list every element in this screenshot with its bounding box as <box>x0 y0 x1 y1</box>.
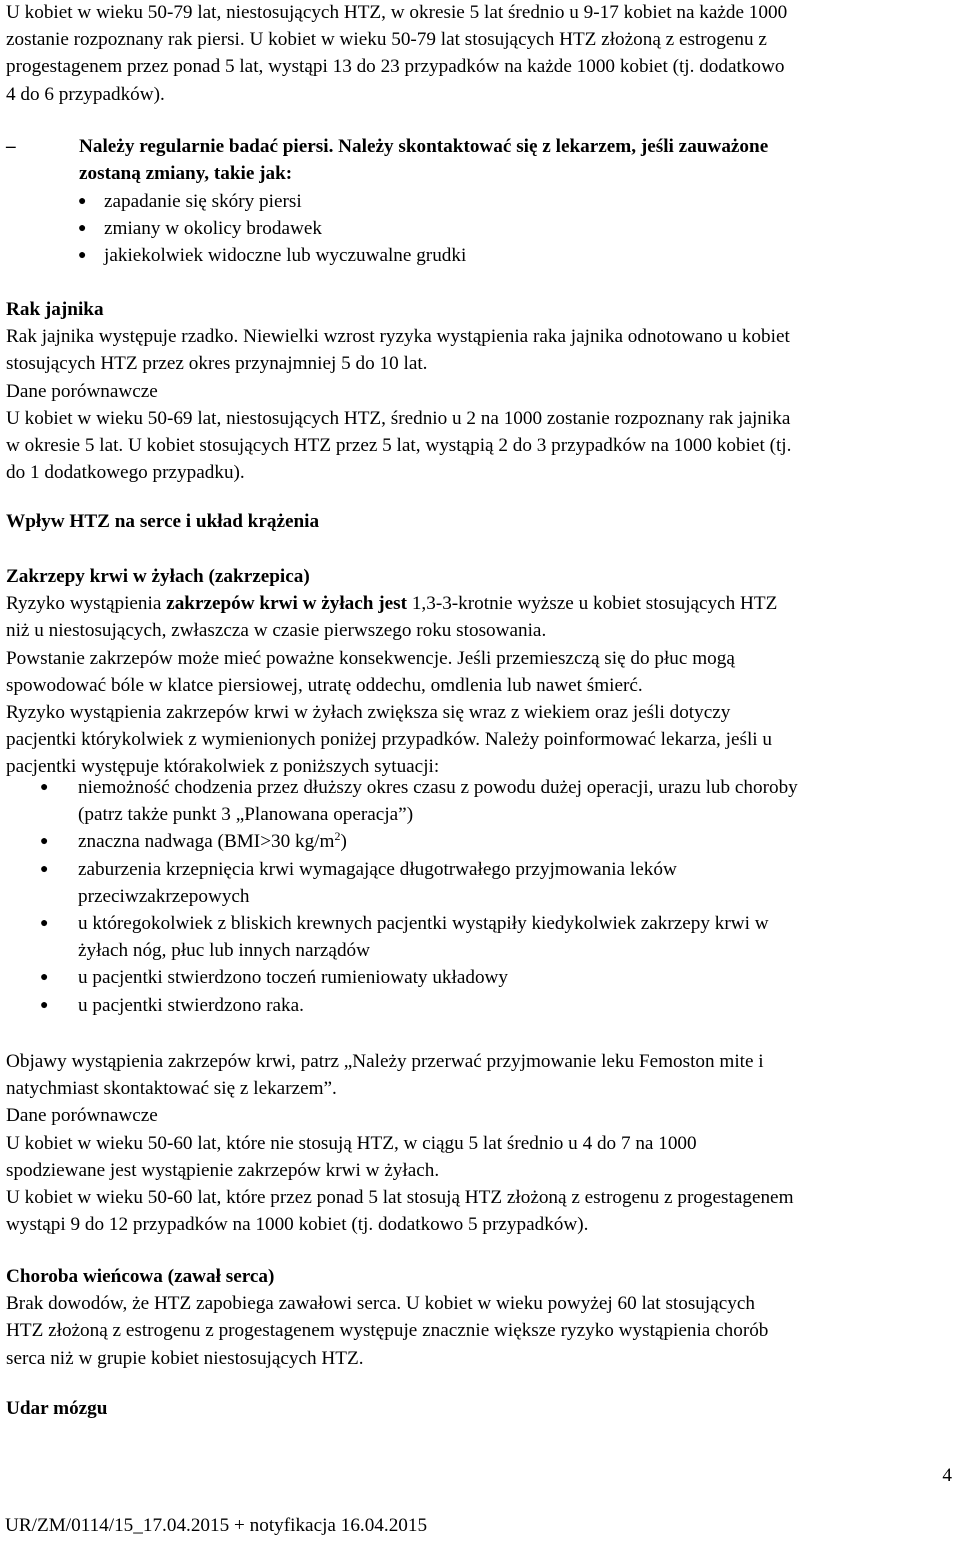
list-item: ● u któregokolwiek z bliskich krewnych pacjentki wystąpiły kiedykolwiek zakrzepy krwi w żyłach nóg, płuc lub innych narządów <box>78 910 798 964</box>
bullet-icon: ● <box>40 970 49 986</box>
list-item: ● zaburzenia krzepnięcia krwi wymagające długotrwałego przyjmowania leków przeciwzakrzepowych <box>78 856 798 910</box>
text-line: natychmiast skontaktować się z lekarzem”. <box>6 1078 337 1100</box>
text-line: stosujących HTZ przez okres przynajmniej 5 do 10 lat. <box>6 353 428 375</box>
text-line: spowodować bóle w klatce piersiowej, utratę oddechu, omdlenia lub nawet śmierć. <box>6 674 643 696</box>
text-line: U kobiet w wieku 50-79 lat, niestosujących HTZ, w okresie 5 lat średnio u 9-17 kobiet na każde 1000 <box>6 2 788 23</box>
text-line: do 1 dodatkowego przypadku). <box>6 462 245 484</box>
list-item: ● jakiekolwiek widoczne lub wyczuwalne grudki <box>104 242 466 269</box>
text-line: U kobiet w wieku 50-60 lat, które przez ponad 5 lat stosują HTZ złożoną z estrogenu z progestagenem <box>6 1187 794 1209</box>
bullet-icon: ● <box>78 248 87 264</box>
page-number: 4 <box>942 1465 952 1486</box>
bullet-icon: ● <box>40 780 49 795</box>
text-line: Ryzyko wystąpienia zakrzepów krwi w żyłach jest 1,3-3-krotnie wyższe u kobiet stosujących HTZ <box>6 593 778 615</box>
bullet-icon: ● <box>78 221 87 237</box>
text-line: zostaną zmiany, takie jak: <box>79 163 293 185</box>
ovarian-cancer-section <box>6 296 956 486</box>
text-line: Ryzyko wystąpienia zakrzepów krwi w żyłach zwiększa się wraz z wiekiem oraz jeśli dotyczy <box>6 702 731 724</box>
text-line: Należy regularnie badać piersi. Należy skontaktować się z lekarzem, jeśli zauważone <box>79 136 769 157</box>
text-line: pacjentki występuje którakolwiek z poniższych sytuacji: <box>6 756 440 778</box>
text-line: spodziewane jest wystąpienie zakrzepów krwi w żyłach. <box>6 1159 440 1181</box>
text-line: serca niż w grupie kobiet niestosujących HTZ. <box>6 1347 364 1369</box>
list-item: ● u pacjentki stwierdzono raka. <box>78 992 798 1019</box>
list-item: ● niemożność chodzenia przez dłuższy okres czasu z powodu dużej operacji, urazu lub choroby (patrz także punkt 3 „Planowana operacja”) <box>78 774 798 828</box>
bullet-icon: ● <box>40 997 49 1013</box>
list-item: ● zapadanie się skóry piersi <box>104 188 466 215</box>
text-line: Brak dowodów, że HTZ zapobiega zawałowi serca. U kobiet w wieku powyżej 60 lat stosujących <box>6 1293 755 1315</box>
list-item: ● znaczna nadwaga (BMI>30 $kg/m^2$) <box>78 828 798 855</box>
text-line: Objawy wystąpienia zakrzepów krwi, patrz „Należy przerwać przyjmowanie leku Femoston mite i <box>6 1051 764 1072</box>
text-line: 4 do 6 przypadków). <box>6 83 165 105</box>
section-heading: Zakrzepy krwi w żyłach (zakrzepica) <box>6 566 310 587</box>
list-item: ● zmiany w okolicy brodawek <box>104 215 466 242</box>
text-line: U kobiet w wieku 50-60 lat, które nie stosują HTZ, w ciągu 5 lat średnio u 4 do 7 na 1000 <box>6 1132 697 1154</box>
bullet-icon: ● <box>78 194 87 209</box>
document-footer: UR/ZM/0114/15_17.04.2015 + notyfikacja 16.04.2015 <box>5 1515 428 1536</box>
list-item: ● u pacjentki stwierdzono toczeń rumieniowaty układowy <box>78 964 798 991</box>
text-line: niż u niestosujących, zwłaszcza w czasie pierwszego roku stosowania. <box>6 620 547 642</box>
text-line: wystąpi 9 do 12 przypadków na 1000 kobiet (tj. dodatkowo 5 przypadków). <box>6 1214 589 1236</box>
bullet-icon: ● <box>40 916 49 932</box>
text-line: Rak jajnika występuje rzadko. Niewielki wzrost ryzyka wystąpienia raka jajnika odnotowano u kobiet <box>6 326 790 348</box>
bullet-icon: ● <box>40 834 49 850</box>
section-heading: Udar mózgu <box>6 1398 108 1419</box>
warning-text <box>79 133 768 187</box>
text-line: w okresie 5 lat. U kobiet stosujących HTZ przez 5 lat, wystąpią 2 do 3 przypadków na 1000 kobiet (tj. <box>6 435 792 457</box>
symptoms-paragraph <box>6 1048 956 1238</box>
section-heading: Wpływ HTZ na serce i układ krążenia <box>6 511 320 532</box>
text-line: pacjentki którykolwiek z wymienionych poniżej przypadków. Należy poinformować lekarza, jeśli u <box>6 729 773 751</box>
risk-factors-list <box>40 774 798 1019</box>
bullet-icon: ● <box>40 861 49 877</box>
blood-clots-section <box>6 563 956 781</box>
text-line: Dane porównawcze <box>6 380 158 402</box>
dash-marker: – <box>6 136 16 157</box>
text-line: U kobiet w wieku 50-69 lat, niestosujących HTZ, średnio u 2 na 1000 zostanie rozpoznany rak jajnika <box>6 407 791 429</box>
section-heading: Rak jajnika <box>6 299 104 320</box>
section-heading: Choroba wieńcowa (zawał serca) <box>6 1266 275 1287</box>
coronary-section <box>6 1263 956 1372</box>
text-line: Powstanie zakrzepów może mieć poważne konsekwencje. Jeśli przemieszczą się do płuc mogą <box>6 647 735 669</box>
text-line: progestagenem przez ponad 5 lat, wystąpi 13 do 23 przypadków na każde 1000 kobiet (tj. dodatkowo <box>6 56 785 78</box>
breast-cancer-paragraph <box>6 0 956 108</box>
text-line: HTZ złożoną z estrogenu z progestagenem występuje znacznie większe ryzyko wystąpienia chorób <box>6 1320 769 1342</box>
text-line: Dane porównawcze <box>6 1105 158 1127</box>
text-line: zostanie rozpoznany rak piersi. U kobiet w wieku 50-79 lat stosujących HTZ złożoną z estrogenu z <box>6 29 767 51</box>
breast-changes-list <box>78 188 467 270</box>
